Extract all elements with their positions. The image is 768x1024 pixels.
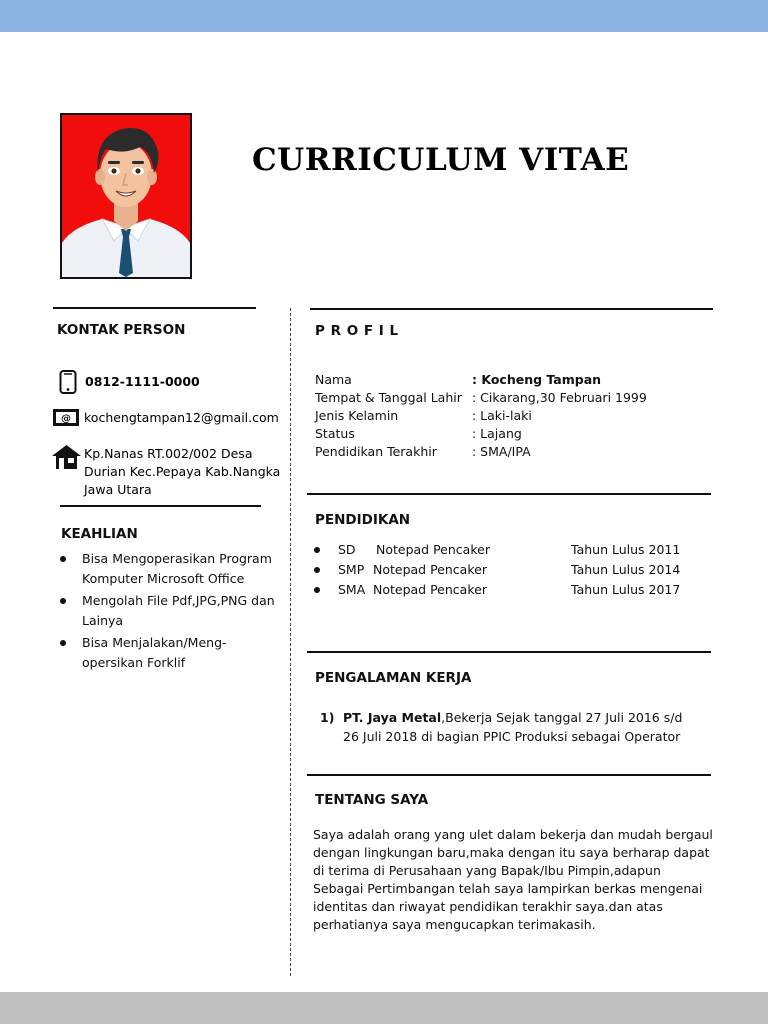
list-item <box>312 540 680 560</box>
phone-number: 0812-1111-0000 <box>85 374 200 389</box>
experience-number: 1) <box>320 710 335 725</box>
list-item <box>312 580 680 600</box>
contact-address <box>52 445 280 499</box>
profile-row <box>315 407 647 425</box>
address-line: Jawa Utara <box>84 482 152 497</box>
about-line: identitas dan riwayat pendidikan terakhir saya.dan atas <box>313 899 663 914</box>
skills-heading: KEAHLIAN <box>61 526 138 542</box>
education-heading: PENDIDIKAN <box>315 512 411 528</box>
education-level: SMA <box>338 582 366 597</box>
avatar-illustration <box>62 115 190 277</box>
svg-text:@: @ <box>61 413 71 425</box>
experience-description: ,Bekerja Sejak tanggal 27 Juli 2016 s/d 26 Juli 2018 di bagian PPIC Produksi sebagai Operator <box>343 710 683 744</box>
education-school: Notepad Pencaker <box>373 582 487 597</box>
profile-label: Tempat & Tanggal Lahir <box>315 390 462 405</box>
experience-text <box>343 708 700 746</box>
profile-value: : Kocheng Tampan <box>472 372 602 387</box>
experience-heading: PENGALAMAN KERJA <box>315 670 472 686</box>
divider <box>307 774 711 776</box>
profile-value: : Laki-laki <box>472 408 532 423</box>
education-year: Tahun Lulus 2017 <box>571 582 681 597</box>
profile-label: Nama <box>315 372 352 387</box>
skill-line: opersikan Forklif <box>82 655 186 670</box>
skill-line: Bisa Menjalakan/Meng- <box>82 635 227 650</box>
home-icon <box>52 445 81 469</box>
divider <box>310 308 713 310</box>
skill-line: Komputer Microsoft Office <box>82 571 245 586</box>
education-list <box>312 540 680 600</box>
profile-row <box>315 389 647 407</box>
education-year: Tahun Lulus 2011 <box>571 542 681 557</box>
profile-value: : Lajang <box>472 426 522 441</box>
list-item <box>312 560 680 580</box>
profile-row <box>315 425 647 443</box>
education-school: Notepad Pencaker <box>373 562 487 577</box>
bottom-color-bar <box>0 992 768 1024</box>
divider <box>53 307 256 309</box>
list-item <box>56 591 288 631</box>
profile-heading: P R O F I L <box>315 323 399 339</box>
profile-photo <box>60 113 192 279</box>
about-line: perhatianya saya mengucapkan terimakasih. <box>313 917 596 932</box>
skills-list <box>56 549 288 675</box>
experience-item <box>320 708 700 746</box>
page-title: CURRICULUM VITAE <box>252 142 630 178</box>
divider <box>60 505 261 507</box>
address-text <box>84 445 280 499</box>
experience-company: PT. Jaya Metal <box>343 710 442 725</box>
about-line: dengan lingkungan baru,maka dengan itu saya berharap dapat <box>313 845 710 860</box>
column-divider <box>290 308 291 976</box>
about-line: Saya adalah orang yang ulet dalam bekerja dan mudah bergaul <box>313 827 713 842</box>
contact-email <box>53 409 279 427</box>
about-line: Sebagai Pertimbangan telah saya lampirkan berkas mengenai <box>313 881 703 896</box>
divider <box>307 493 711 495</box>
profile-label: Pendidikan Terakhir <box>315 444 437 459</box>
contact-heading: KONTAK PERSON <box>57 322 186 338</box>
email-address: kochengtampan12@gmail.com <box>84 410 279 425</box>
profile-row <box>315 443 647 461</box>
profile-label: Jenis Kelamin <box>315 408 399 423</box>
skill-line: Lainya <box>82 613 124 628</box>
list-item <box>56 549 288 589</box>
address-line: Kp.Nanas RT.002/002 Desa <box>84 446 253 461</box>
about-text <box>313 826 713 934</box>
profile-label: Status <box>315 426 355 441</box>
profile-value: : Cikarang,30 Februari 1999 <box>472 390 647 405</box>
divider <box>307 651 711 653</box>
phone-icon <box>59 370 77 394</box>
education-level: SD <box>338 542 356 557</box>
profile-row <box>315 371 647 389</box>
skill-line: Mengolah File Pdf,JPG,PNG dan <box>82 593 275 608</box>
skill-line: Bisa Mengoperasikan Program <box>82 551 272 566</box>
profile-value: : SMA/IPA <box>472 444 531 459</box>
education-level: SMP <box>338 562 365 577</box>
top-color-bar <box>0 0 768 32</box>
about-line: di terima di Perusahaan yang Bapak/Ibu Pimpin,adapun <box>313 863 661 878</box>
education-year: Tahun Lulus 2014 <box>571 562 681 577</box>
email-icon <box>53 409 79 426</box>
contact-phone <box>59 370 200 394</box>
education-school: Notepad Pencaker <box>376 542 490 557</box>
address-line: Durian Kec.Pepaya Kab.Nangka <box>84 464 281 479</box>
profile-table <box>315 371 647 461</box>
list-item <box>56 633 288 673</box>
about-heading: TENTANG SAYA <box>315 792 429 808</box>
